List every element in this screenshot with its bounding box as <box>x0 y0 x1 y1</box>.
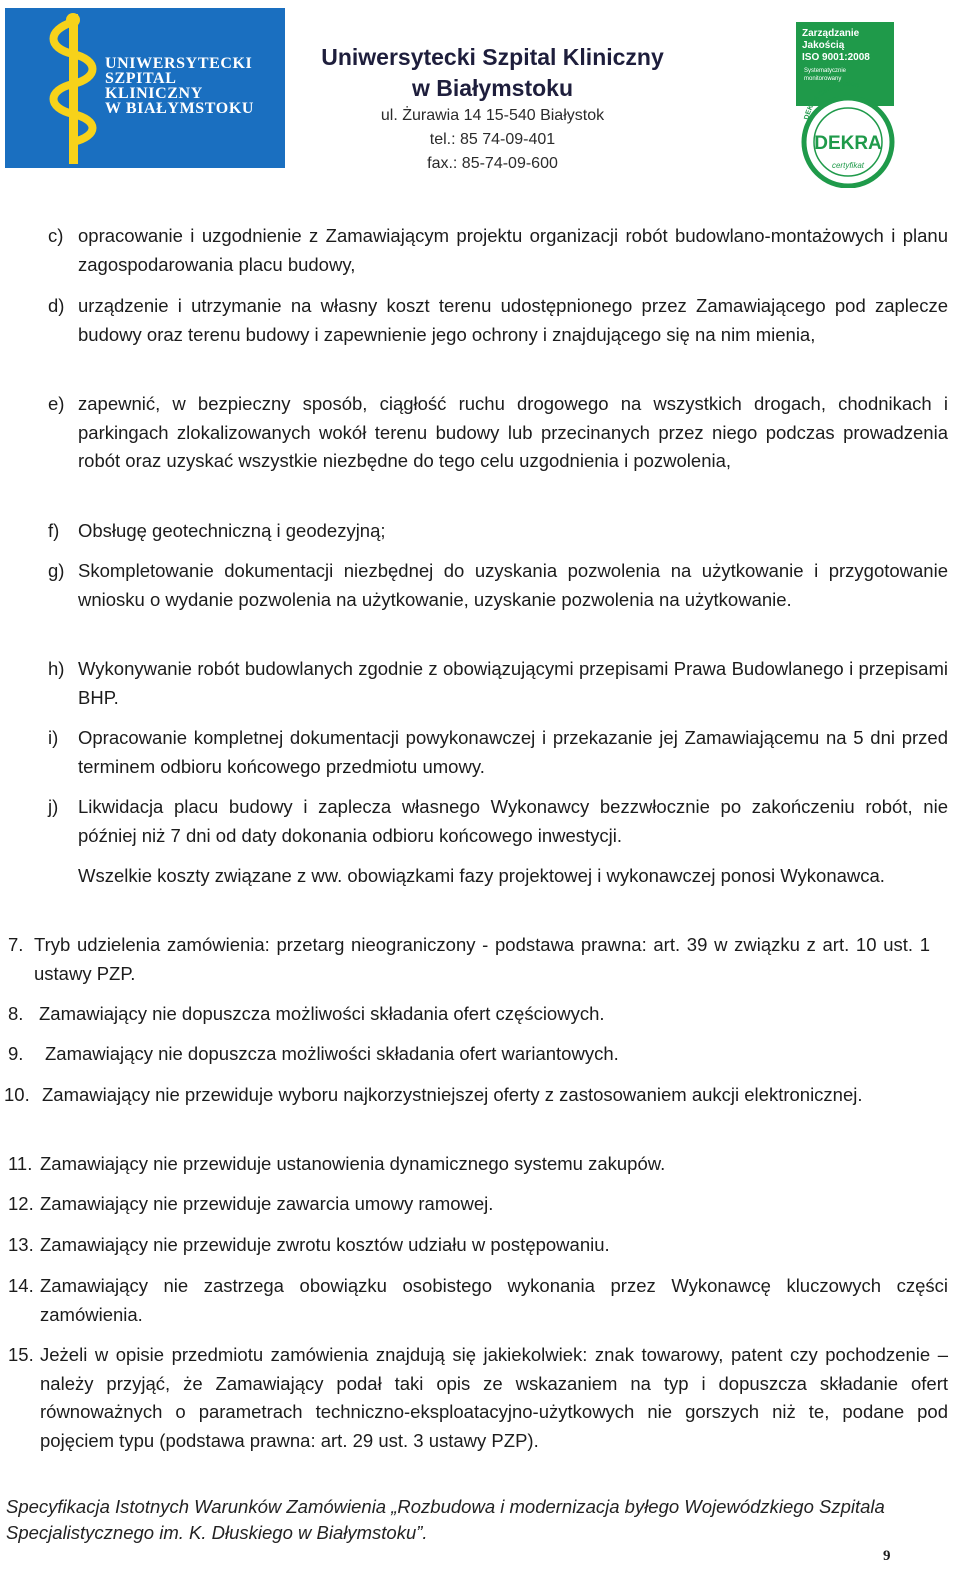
cert-seal-text: certyfikat <box>831 161 865 170</box>
list-item-text: Zamawiający nie przewiduje zwrotu kosztów udziału w postępowaniu. <box>40 1234 610 1255</box>
hospital-logo <box>5 8 285 168</box>
list-marker: d) <box>48 295 65 316</box>
list-marker: 12. <box>8 1193 34 1214</box>
hospital-phone: tel.: 85 74-09-401 <box>429 131 556 148</box>
list-item-text: Opracowanie kompletnej dokumentacji powykonawczej i przekazanie jej Zamawiającemu na 5 dni przed terminem odbioru końcowego przedmiotu umowy. <box>78 727 948 777</box>
numbered-item <box>8 1040 948 1069</box>
list-item <box>48 557 948 614</box>
list-item-text: Jeżeli w opisie przedmiotu zamówienia znajdują się jakiekolwiek: znak towarowy, patent czy pochodzenie – należy przyjąć, że Zamawiający podał taki opis ze wskazaniem na typ i dopuszcza składanie ofert równoważnych o parametrach techniczno-eksploatacyjno-użytkowych nie gorszych niż te, podane pod pojęciem typu (podstawa prawna: art. 29 ust. 3 ustawy PZP). <box>40 1344 948 1451</box>
list-marker: j) <box>48 796 59 817</box>
cert-line: Systematycznie <box>804 68 847 74</box>
document-footer <box>6 1494 951 1546</box>
list-item <box>48 517 948 546</box>
numbered-item <box>8 1272 948 1329</box>
list-item <box>48 292 948 349</box>
list-marker: 10. <box>4 1084 30 1105</box>
list-item-text: Zamawiający nie przewiduje ustanowienia dynamicznego systemu zakupów. <box>40 1153 666 1174</box>
cert-arc: DEKRA Certification <box>803 80 860 121</box>
footer-line: Specyfikacja Istotnych Warunków Zamówienia „Rozbudowa i modernizacja byłego Wojewódzkiego Szpitala <box>6 1496 885 1517</box>
list-marker: c) <box>48 225 64 246</box>
list-marker: 8. <box>8 1003 24 1024</box>
iso-certificate-badge <box>790 18 900 188</box>
page-number: 9 <box>883 1548 891 1564</box>
dekra-brand: DEKRA <box>814 133 882 154</box>
cert-line: monitorowany <box>804 76 842 82</box>
numbered-item <box>8 931 930 988</box>
list-item-text: Tryb udzielenia zamówienia: przetarg nieograniczony - podstawa prawna: art. 39 w związku z art. 10 ust. 1 ustawy PZP. <box>34 934 930 984</box>
hospital-info <box>300 42 685 176</box>
hospital-city: w Białymstoku <box>411 75 574 101</box>
numbered-item <box>4 1081 948 1110</box>
list-item-text: Likwidacja placu budowy i zaplecza własnego Wykonawcy bezzwłocznie po zakończeniu robót, nie później niż 7 dni od daty dokonania odbioru końcowego inwestycji. <box>78 796 948 846</box>
list-item <box>48 655 948 712</box>
cert-line: Jakością <box>802 40 845 51</box>
list-item-text: urządzenie i utrzymanie na własny koszt terenu udostępnionego przez Zamawiającego pod zaplecze budowy oraz terenu budowy i zapewnienie jego ochrony i znajdującego się na nim mienia, <box>78 295 948 345</box>
numbered-item <box>8 1000 948 1029</box>
list-marker: 9. <box>8 1043 24 1064</box>
numbered-item <box>8 1341 948 1455</box>
list-item-text: Zamawiający nie przewiduje zawarcia umowy ramowej. <box>40 1193 494 1214</box>
list-marker: 11. <box>8 1153 33 1174</box>
list-item-text: zapewnić, w bezpieczny sposób, ciągłość ruchu drogowego na wszystkich drogach, chodnikach i parkingach zlokalizowanych wokół terenu budowy lub przecinanych przez niego podczas prowadzenia robót oraz uzyskać wszystkie niezbędne do tego celu uzgodnienia i pozwolenia, <box>78 393 948 471</box>
list-item <box>48 724 948 781</box>
paragraph-text: Wszelkie koszty związane z ww. obowiązkami fazy projektowej i wykonawczej ponosi Wykonawca. <box>78 865 885 886</box>
list-item-text: Zamawiający nie przewiduje wyboru najkorzystniejszej oferty z zastosowaniem aukcji elektronicznej. <box>42 1084 863 1105</box>
page-header <box>0 0 960 200</box>
cert-line: ISO 9001:2008 <box>802 52 870 63</box>
cert-line: Zarządzanie <box>802 28 860 39</box>
list-marker: 13. <box>8 1234 34 1255</box>
list-marker: i) <box>48 727 59 748</box>
list-item <box>48 390 948 476</box>
list-marker: f) <box>48 520 60 541</box>
hospital-name: Uniwersytecki Szpital Kliniczny <box>321 44 664 70</box>
list-marker: 7. <box>8 934 24 955</box>
hospital-fax: fax.: 85-74-09-600 <box>427 155 558 172</box>
list-item-text: opracowanie i uzgodnienie z Zamawiającym projektu organizacji robót budowlano-montażowych i planu zagospodarowania placu budowy, <box>78 225 948 275</box>
paragraph <box>48 862 948 891</box>
logo-line: UNIWERSYTECKI <box>105 55 253 72</box>
hospital-address: ul. Żurawia 14 15-540 Białystok <box>380 107 605 124</box>
logo-line: W BIAŁYMSTOKU <box>105 100 255 117</box>
list-item-text: Skompletowanie dokumentacji niezbędnej do uzyskania pozwolenia na użytkowanie i przygotowanie wniosku o wydanie pozwolenia na użytkowanie, uzyskanie pozwolenia na użytkowanie. <box>78 560 948 610</box>
list-item-text: Zamawiający nie dopuszcza możliwości składania ofert wariantowych. <box>45 1043 619 1064</box>
list-item-text: Obsługę geotechniczną i geodezyjną; <box>78 520 386 541</box>
numbered-item <box>8 1231 948 1260</box>
footer-line: Specjalistycznego im. K. Dłuskiego w Białymstoku”. <box>6 1522 428 1543</box>
list-marker: 14. <box>8 1275 34 1296</box>
list-marker: 15. <box>8 1344 34 1365</box>
numbered-item <box>8 1190 948 1219</box>
list-marker: e) <box>48 393 65 414</box>
list-item <box>48 793 948 850</box>
list-marker: g) <box>48 560 65 581</box>
logo-line: SZPITAL <box>105 70 177 87</box>
list-item <box>48 222 948 279</box>
list-item-text: Wykonywanie robót budowlanych zgodnie z obowiązującymi przepisami Prawa Budowlanego i przepisami BHP. <box>78 658 948 708</box>
numbered-item <box>8 1150 948 1179</box>
list-marker: h) <box>48 658 65 679</box>
logo-line: KLINICZNY <box>105 85 203 102</box>
list-item-text: Zamawiający nie dopuszcza możliwości składania ofert częściowych. <box>39 1003 605 1024</box>
list-item-text: Zamawiający nie zastrzega obowiązku osobistego wykonania przez Wykonawcę kluczowych części zamówienia. <box>40 1275 948 1325</box>
